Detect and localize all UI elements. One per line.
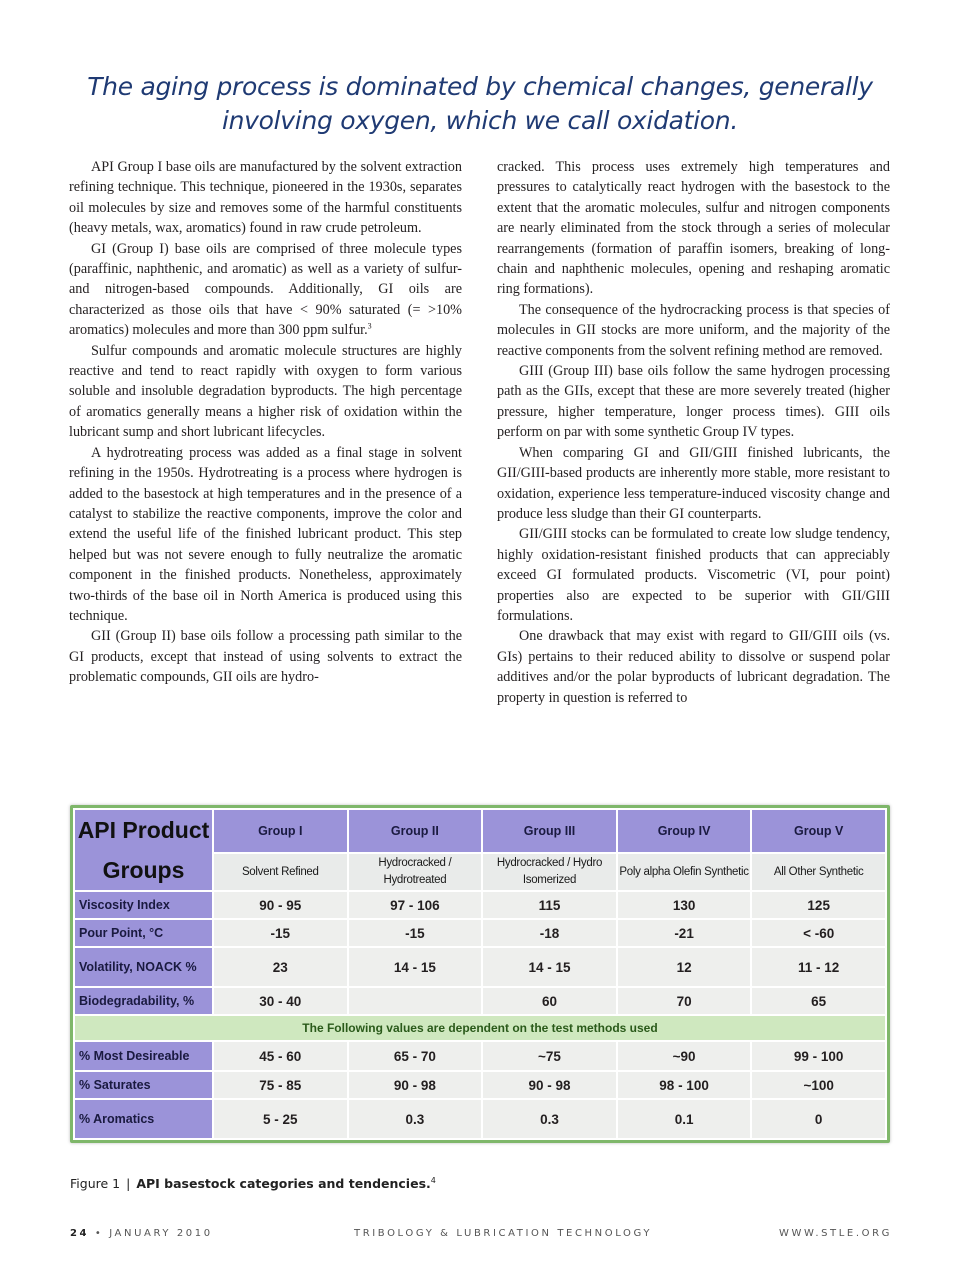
row-label: Biodegradability, % [74, 987, 213, 1015]
table-cell: 0 [751, 1099, 886, 1139]
table-cell: 90 - 95 [213, 891, 348, 919]
process-cell: Hydrocracked / Hydrotreated [348, 853, 483, 891]
paragraph: When comparing GI and GII/GIII finished lubricants, the GII/GIII-based products are inherently more stable, more resistant to oxidation, experience less temperature-induced viscosity change and produce less sludge than their GI counterparts. [497, 444, 890, 522]
table-title: API Product Groups [74, 809, 213, 891]
table-row [74, 1099, 886, 1139]
group-header: Group III [482, 809, 617, 853]
footnote-ref: 3 [367, 321, 372, 331]
process-cell: Solvent Refined [213, 853, 348, 891]
table-cell: 65 [751, 987, 886, 1015]
footer-bullet: • [94, 1228, 104, 1239]
table-cell: 75 - 85 [213, 1071, 348, 1099]
table-cell: ~75 [482, 1041, 617, 1071]
paragraph: One drawback that may exist with regard to GII/GIII oils (vs. GIs) pertains to their reduced ability to dissolve or suspend polar additives and/or the polar byproducts of lubricant degradation. The property in question is referred to [497, 628, 890, 706]
process-cell: Poly alpha Olefin Synthetic [617, 853, 752, 891]
process-cell: Hydrocracked / Hydro Isomerized [482, 853, 617, 891]
table-cell: 11 - 12 [751, 947, 886, 987]
table-row [74, 947, 886, 987]
paragraph: GI (Group I) base oils are comprised of three molecule types (paraffinic, naphthenic, and aromatic) as well as a variety of sulfur- and nitrogen-based compounds. Additionally, GI oils are characterized as those oils that have < 90% saturated (= >10% aromatics) molecules and more than 300 ppm sulfur.$^3$ [69, 240, 462, 339]
table-cell: 30 - 40 [213, 987, 348, 1015]
table-cell: < -60 [751, 919, 886, 947]
group-header: Group IV [617, 809, 752, 853]
pull-quote: The aging process is dominated by chemical changes, generally involving oxygen, which we call oxidation. [87, 72, 873, 135]
api-groups-figure [70, 805, 890, 1143]
table-cell: 0.3 [348, 1099, 483, 1139]
table-cell: -18 [482, 919, 617, 947]
table-cell: 14 - 15 [348, 947, 483, 987]
row-label: Viscosity Index [74, 891, 213, 919]
row-label: % Aromatics [74, 1099, 213, 1139]
paragraph: GIII (Group III) base oils follow the same hydrogen processing path as the GIIs, except that these are more severely treated (higher pressure, higher temperature, longer process times). GIII oils perform on par with some synthetic Group IV types. [497, 363, 890, 441]
paragraph: The consequence of the hydrocracking process is that species of molecules in GII stocks are more uniform, and the majority of the reactive components from the solvent refining method are removed. [497, 301, 890, 359]
figure-label: Figure 1 [70, 1176, 121, 1191]
issue-date: JANUARY 2010 [109, 1228, 213, 1239]
figure-caption [70, 1176, 436, 1191]
table-cell: ~100 [751, 1071, 886, 1099]
caption-separator: | [126, 1176, 131, 1191]
caption-text: API basestock categories and tendencies. [136, 1176, 431, 1191]
table-cell: 99 - 100 [751, 1041, 886, 1071]
left-text-column [69, 157, 462, 688]
page-number: 24 [70, 1228, 90, 1239]
right-text-column [497, 157, 890, 708]
table-cell: 45 - 60 [213, 1041, 348, 1071]
table-cell: 125 [751, 891, 886, 919]
table-row [74, 891, 886, 919]
table-cell: -15 [348, 919, 483, 947]
paragraph: API Group I base oils are manufactured by the solvent extraction refining technique. This technique, pioneered in the 1930s, separates oil molecules by size and removes some of the harmful constituents (heavy metals, wax, aromatics) found in raw crude petroleum. [69, 159, 462, 237]
table-row [74, 987, 886, 1015]
table-cell: 98 - 100 [617, 1071, 752, 1099]
table-cell: 0.1 [617, 1099, 752, 1139]
paragraph: cracked. This process uses extremely high temperatures and pressures to catalytically react hydrogen with the basestock to the extent that the aromatic molecules, sulfur and nitrogen components are nearly eliminated from the stock through a series of molecular rearrangements (formation of paraffin isomers, breaking of long-chain and naphthenic molecules, opening and reshaping aromatic ring formations). [497, 159, 890, 298]
group-header: Group II [348, 809, 483, 853]
table-row [74, 919, 886, 947]
table-cell [348, 987, 483, 1015]
footer-left [70, 1228, 213, 1239]
row-label: % Saturates [74, 1071, 213, 1099]
group-header: Group I [213, 809, 348, 853]
table-cell: 5 - 25 [213, 1099, 348, 1139]
table-cell: 12 [617, 947, 752, 987]
paragraph: Sulfur compounds and aromatic molecule structures are highly reactive and tend to react rapidly with oxygen to form various soluble and insoluble degradation byproducts. The high percentage of aromatics generally means a higher risk of oxidation within the lubricant sump and short lubricant lifecycles. [69, 342, 462, 441]
table-row [74, 1071, 886, 1099]
table-cell: 97 - 106 [348, 891, 483, 919]
paragraph: GII/GIII stocks can be formulated to create low sludge tendency, highly oxidation-resistant finished products that can appreciably exceed GI formulated products. Viscometric (VI, pour point) properties also are expected to be superior with GII/GIII formulations. [497, 526, 890, 624]
table-row [74, 1041, 886, 1071]
table-cell: 90 - 98 [348, 1071, 483, 1099]
footnote-ref: 4 [430, 1175, 436, 1185]
table-note-row [74, 1015, 886, 1041]
table-cell: 60 [482, 987, 617, 1015]
group-header: Group V [751, 809, 886, 853]
paragraph: A hydrotreating process was added as a final stage in solvent refining in the 1950s. Hydrotreating is a process where hydrogen is added to the basestock at high temperatures and in the presence of a catalyst to stabilize the reactive components, improve the color and extend the useful life of the finished lubricant product. This step helped but was not severe enough to fully neutralize the aromatic component in the finished products. Nonetheless, approximately two-thirds of the base oil in North America is produced using this technique. [69, 444, 462, 624]
table-cell: -15 [213, 919, 348, 947]
publication-name: TRIBOLOGY & LUBRICATION TECHNOLOGY [354, 1228, 653, 1239]
table-cell: 130 [617, 891, 752, 919]
table-header-row [74, 809, 886, 853]
row-label: % Most Desireable [74, 1041, 213, 1071]
table-cell: 23 [213, 947, 348, 987]
row-label: Pour Point, °C [74, 919, 213, 947]
table-cell: 115 [482, 891, 617, 919]
paragraph: GII (Group II) base oils follow a processing path similar to the GI products, except that instead of using solvents to extract the problematic compounds, GII oils are hydro- [69, 628, 462, 686]
table-cell: 14 - 15 [482, 947, 617, 987]
api-groups-table [73, 808, 887, 1140]
table-cell: 90 - 98 [482, 1071, 617, 1099]
process-cell: All Other Synthetic [751, 853, 886, 891]
test-method-note: The Following values are dependent on the test methods used [74, 1015, 886, 1041]
table-cell: ~90 [617, 1041, 752, 1071]
table-cell: 0.3 [482, 1099, 617, 1139]
publication-url: WWW.STLE.ORG [779, 1228, 892, 1239]
table-cell: 70 [617, 987, 752, 1015]
row-label: Volatility, NOACK % [74, 947, 213, 987]
table-cell: 65 - 70 [348, 1041, 483, 1071]
table-cell: -21 [617, 919, 752, 947]
